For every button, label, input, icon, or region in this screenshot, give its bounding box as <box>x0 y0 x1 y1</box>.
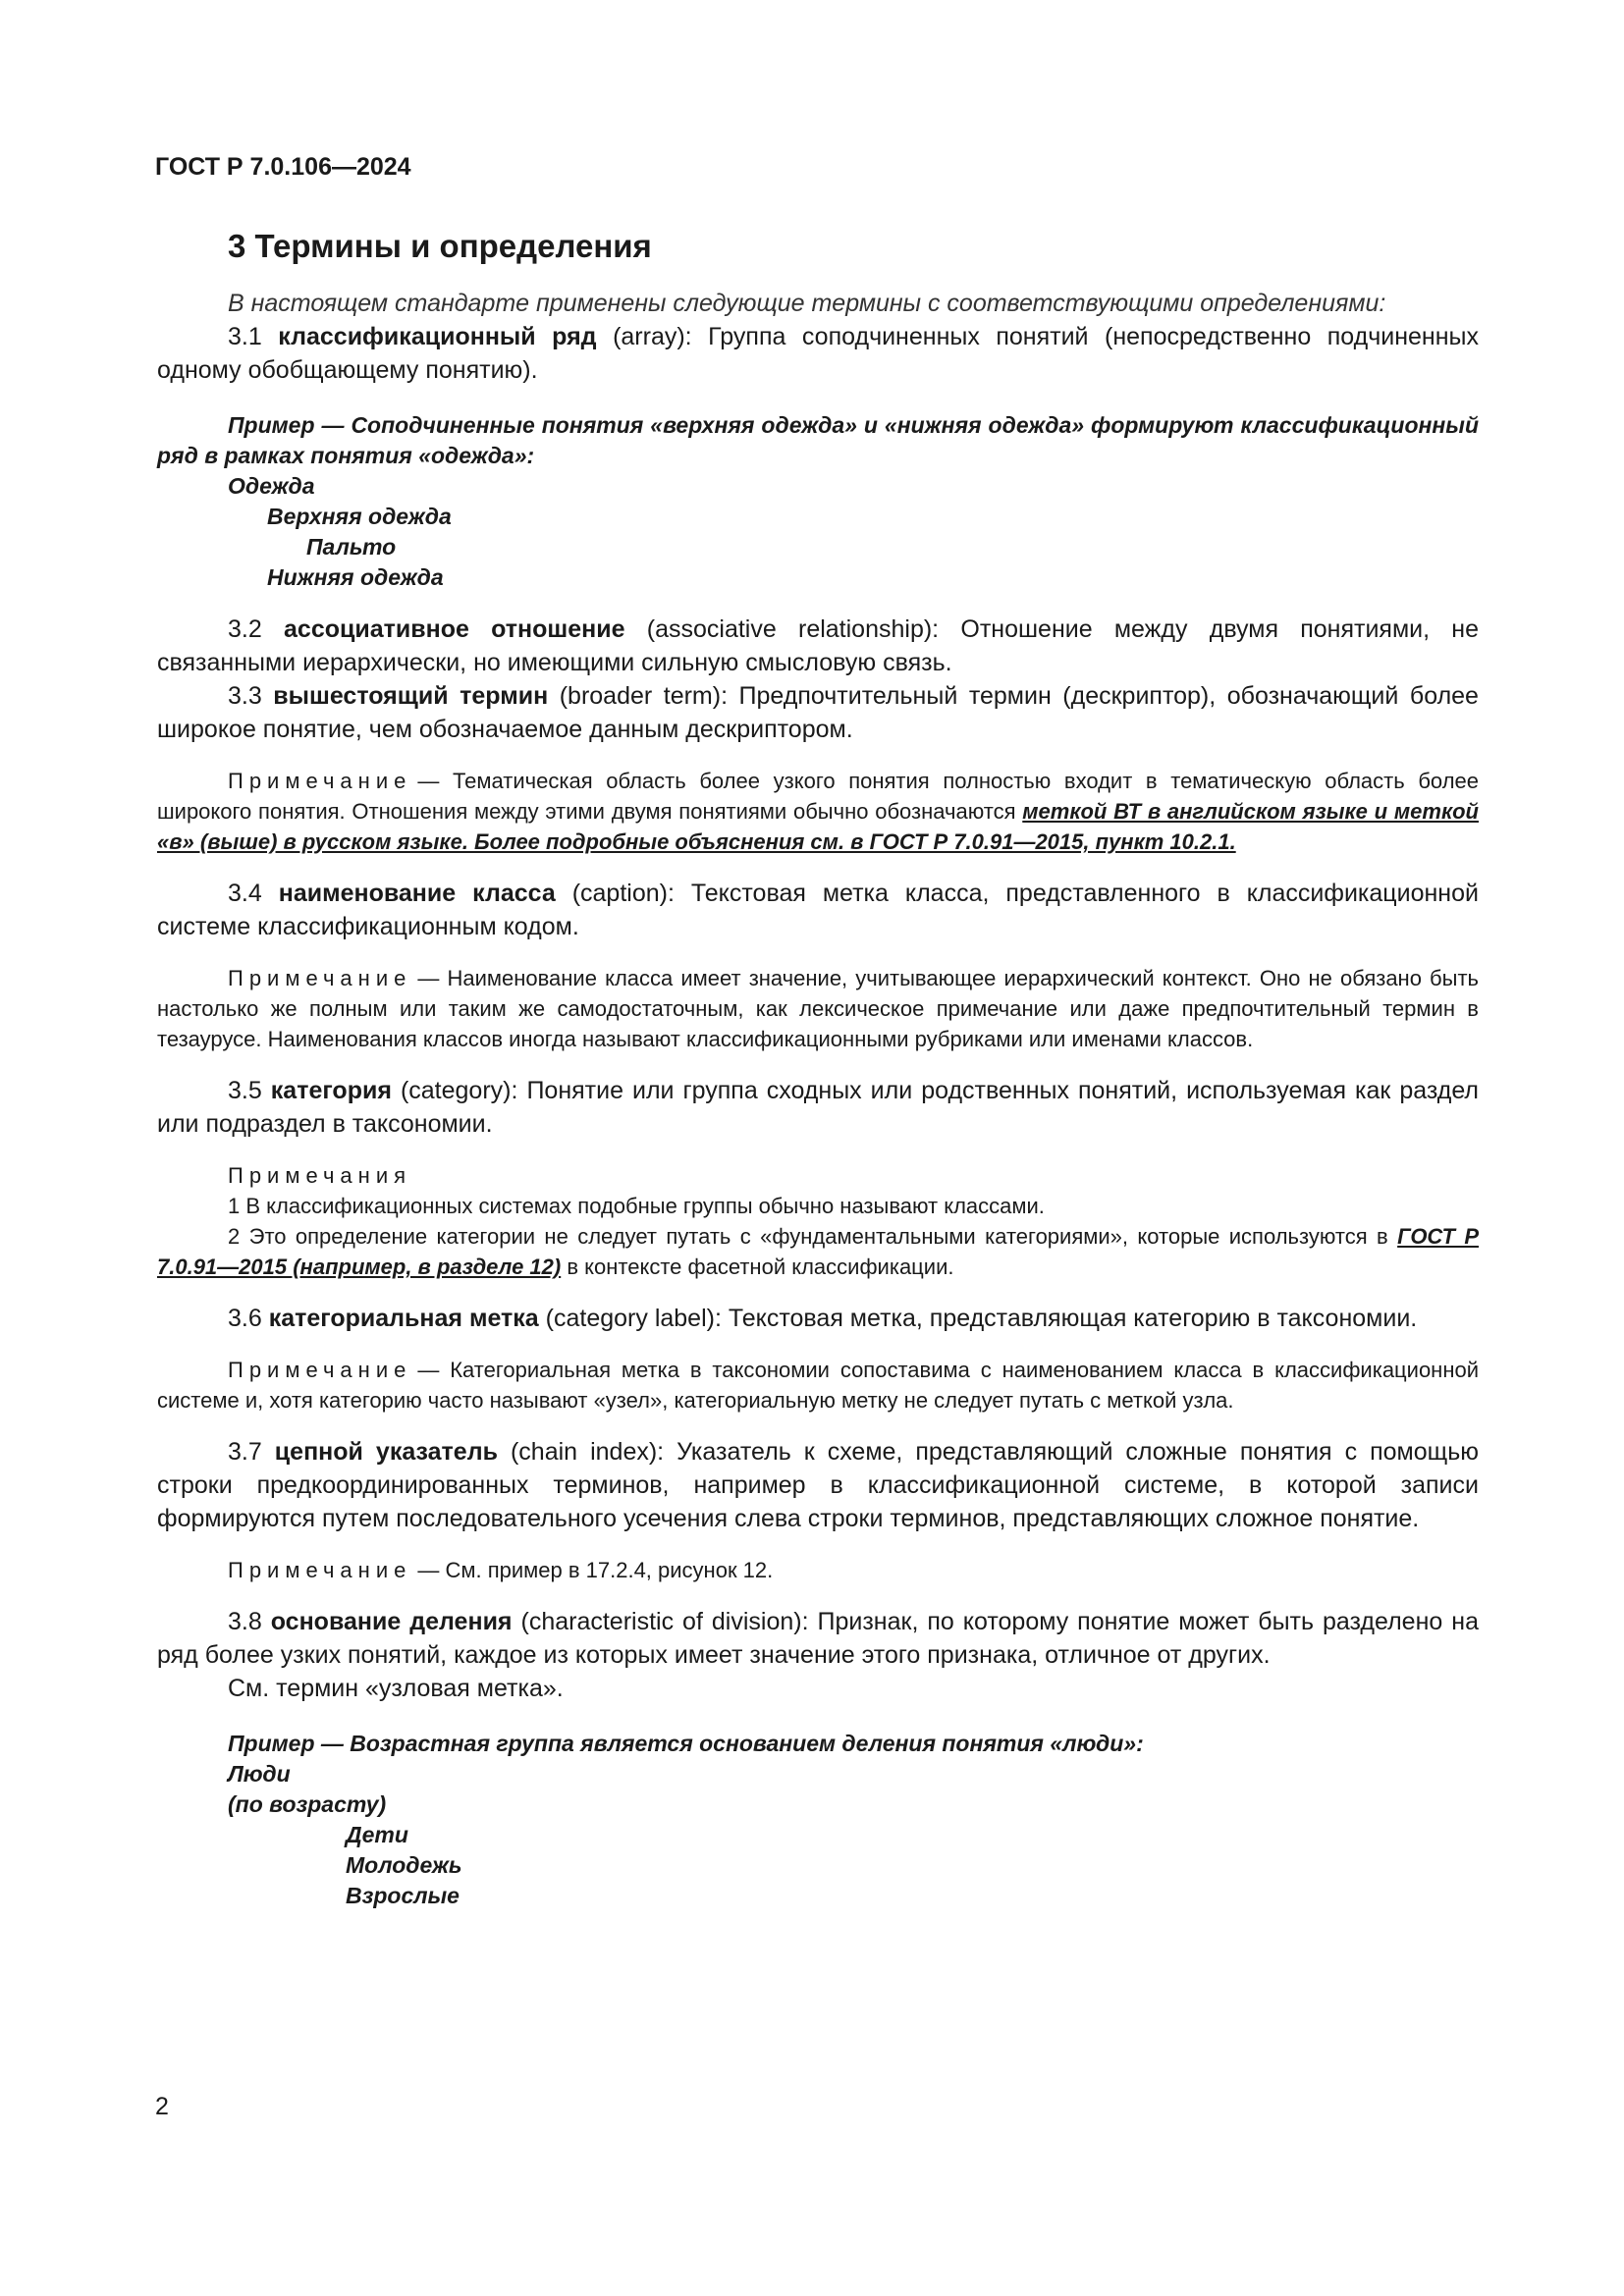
term-name: ассоциативное отношение <box>284 615 625 643</box>
term-name: категория <box>270 1077 392 1104</box>
page-content <box>157 228 1479 1911</box>
term-text: Указатель к схеме, представляющий сложные понятия с помощью строки предкоординированных терминов, например в классификационной системе, в которой записи формируются путем последовательного усечения слева строки терминов, представляющих сложное понятие. <box>157 1438 1479 1532</box>
reference-link[interactable]: ГОСТ Р 7.0.91—2015 (например, в разделе 12) <box>157 1224 1479 1279</box>
term-3-3 <box>157 679 1479 857</box>
note-text: — Категориальная метка в таксономии сопоставима с наименованием класса в классификационной системе и, хотя категорию часто называют «узел», категориальную метку не следует путать с меткой узла. <box>157 1358 1479 1413</box>
term-example: Пример — Возрастная группа является основанием деления понятия «люди»: <box>228 1731 1144 1756</box>
term-definition <box>157 320 1479 387</box>
term-name: классификационный ряд <box>278 323 597 350</box>
term-definition <box>157 1302 1479 1335</box>
term-definition <box>157 877 1479 943</box>
note-label: Примечание <box>228 1358 412 1382</box>
note-text: — См. пример в 17.2.4, рисунок 12. <box>417 1558 774 1582</box>
section-intro: В настоящем стандарте применены следующие термины с соответствующими определениями: <box>228 290 1386 317</box>
example-line: Нижняя одежда <box>267 564 444 590</box>
term-example: Пример — Соподчиненные понятия «верхняя одежда» и «нижняя одежда» формируют классификационный ряд в рамках понятия «одежда»: <box>157 412 1479 468</box>
term-name: наименование класса <box>278 880 556 907</box>
term-english: (broader term): <box>559 682 729 710</box>
term-english: (category): <box>400 1077 518 1104</box>
example-line: (по возрасту) <box>228 1791 387 1817</box>
term-3-5 <box>157 1074 1479 1282</box>
term-name: вышестоящий термин <box>273 682 549 710</box>
term-name: основание деления <box>270 1608 513 1635</box>
term-number: 3.2 <box>228 615 262 643</box>
term-3-4 <box>157 877 1479 1054</box>
term-note <box>157 1355 1479 1415</box>
note-text: — Наименование класса имеет значение, учитывающее иерархический контекст. Оно не обязано быть настолько же полным или таким же самодостаточным, как лексическое примечание или даже предпочтительный термин в тезаурусе. Наименования классов иногда называют классификационными рубриками или именами классов. <box>157 966 1479 1051</box>
term-english: (chain index): <box>510 1438 665 1466</box>
term-text: Группа соподчиненных понятий (непосредственно подчиненных одному обобщающему понятию). <box>157 323 1479 384</box>
term-definition <box>157 1074 1479 1141</box>
term-name: категориальная метка <box>268 1305 539 1332</box>
term-3-6 <box>157 1302 1479 1415</box>
term-3-8 <box>157 1605 1479 1911</box>
term-english: (characteristic of division): <box>520 1608 809 1635</box>
term-english: (associative relationship): <box>646 615 940 643</box>
example-line: Верхняя одежда <box>267 504 452 529</box>
example-hierarchy <box>157 471 1479 593</box>
example-line: Молодежь <box>346 1852 462 1878</box>
example-line: Люди <box>228 1761 291 1787</box>
term-english: (array): <box>613 323 692 350</box>
example-line: Пальто <box>306 534 397 560</box>
term-definition <box>157 1605 1479 1672</box>
term-text: Признак, по которому понятие может быть разделено на ряд более узких понятий, каждое из которых имеет значение этого признака, отличное от других. <box>157 1608 1479 1669</box>
reference-link[interactable]: меткой ВТ в английском языке и меткой «в» (выше) в русском языке. Более подробные объяснения см. в ГОСТ Р 7.0.91—2015, пункт 10.2.1. <box>157 799 1479 854</box>
note-label: Примечание <box>228 769 412 793</box>
term-note <box>157 766 1479 857</box>
term-3-7 <box>157 1435 1479 1585</box>
term-name: цепной указатель <box>274 1438 498 1466</box>
example-line: Дети <box>346 1822 408 1847</box>
term-number: 3.1 <box>228 323 262 350</box>
standard-header: ГОСТ Р 7.0.106—2024 <box>155 153 411 181</box>
term-note <box>157 1555 1479 1585</box>
example-line: Взрослые <box>346 1883 460 1908</box>
term-definition <box>157 679 1479 746</box>
notes-label: Примечания <box>228 1163 412 1188</box>
section-title: 3 Термины и определения <box>228 228 652 264</box>
term-definition <box>157 613 1479 679</box>
see-also: См. термин «узловая метка». <box>228 1675 564 1702</box>
term-definition <box>157 1435 1479 1535</box>
term-number: 3.5 <box>228 1077 262 1104</box>
note-label: Примечание <box>228 1558 412 1582</box>
term-number: 3.4 <box>228 880 262 907</box>
term-number: 3.6 <box>228 1305 262 1332</box>
term-text: Отношение между двумя понятиями, не связанными иерархически, но имеющими сильную смысловую связь. <box>157 615 1480 676</box>
term-3-1 <box>157 320 1479 593</box>
term-text: Предпочтительный термин (дескриптор), обозначающий более широкое понятие, чем обозначаемое данным дескриптором. <box>157 682 1479 743</box>
term-number: 3.3 <box>228 682 262 710</box>
note-text: — Тематическая область более узкого понятия полностью входит в тематическую область более широкого понятия. Отношения между этими двумя понятиями обычно обозначаются <box>157 769 1479 824</box>
term-text: Понятие или группа сходных или родственных понятий, используемая как раздел или подраздел в таксономии. <box>157 1077 1480 1138</box>
term-3-2 <box>157 613 1479 679</box>
term-number: 3.7 <box>228 1438 262 1466</box>
note-item-1: 1 В классификационных системах подобные группы обычно называют классами. <box>228 1194 1045 1218</box>
note-item-2: 2 Это определение категории не следует путать с «фундаментальными категориями», которые используются в ГОСТ Р 7.0.91—2015 (например, в разделе 12) в контексте фасетной классификации. <box>157 1224 1479 1279</box>
term-number: 3.8 <box>228 1608 262 1635</box>
example-line: Одежда <box>228 473 315 499</box>
term-text: Текстовая метка класса, представленного в классификационной системе классификационным кодом. <box>157 880 1479 940</box>
note-label: Примечание <box>228 966 412 990</box>
term-english: (category label): <box>545 1305 722 1332</box>
term-english: (caption): <box>571 880 675 907</box>
page-number: 2 <box>155 2093 169 2120</box>
example-hierarchy <box>157 1759 1479 1911</box>
term-text: Текстовая метка, представляющая категорию в таксономии. <box>728 1305 1418 1332</box>
term-note <box>157 963 1479 1054</box>
